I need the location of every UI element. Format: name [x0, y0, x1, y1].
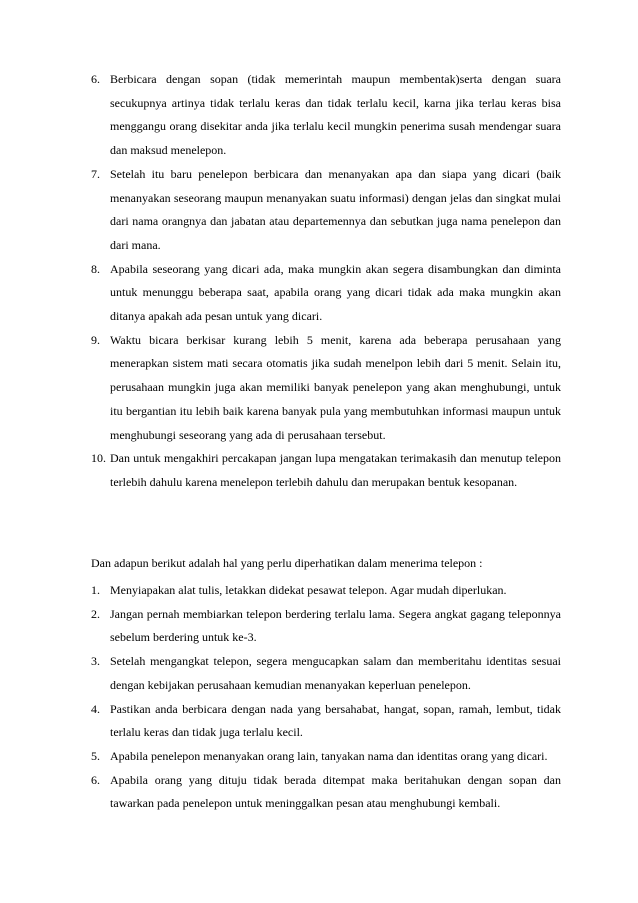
- item-number: 8.: [91, 261, 100, 276]
- list-item: [91, 698, 561, 745]
- item-text: Setelah itu baru penelepon berbicara dan menanyakan apa dan siapa yang dicari (baik menanyakan seseorang maupun menanyakan suatu informasi) dengan jelas dan singkat mulai dari nama orangnya dan jabatan atau departemennya dan sebutkan juga nama penelepon dan dari mana.: [110, 166, 561, 252]
- item-text: Pastikan anda berbicara dengan nada yang bersahabat, hangat, sopan, ramah, lembut, tidak terlalu keras dan tidak juga terlalu kecil.: [110, 701, 561, 740]
- list-item: [91, 447, 561, 494]
- item-number: 9.: [91, 332, 100, 347]
- item-number: 3.: [91, 654, 100, 669]
- list-item: [91, 769, 561, 816]
- item-number: 5.: [91, 748, 100, 763]
- list-item: [91, 163, 561, 258]
- item-text: Apabila orang yang dituju tidak berada ditempat maka beritahukan dengan sopan dan tawarkan pada penelepon untuk meninggalkan pesan atau menghubungi kembali.: [110, 772, 561, 811]
- list-item: [91, 258, 561, 329]
- item-number: 7.: [91, 166, 100, 181]
- item-text: Jangan pernah membiarkan telepon berdering terlalu lama. Segera angkat gagang teleponnya sebelum berdering untuk ke-3.: [110, 606, 561, 645]
- intro-paragraph: Dan adapun berikut adalah hal yang perlu diperhatikan dalam menerima telepon :: [91, 556, 483, 570]
- item-number: 4.: [91, 701, 100, 716]
- item-text: Waktu bicara berkisar kurang lebih 5 menit, karena ada beberapa perusahaan yang menerapkan sistem mati secara otomatis jika sudah menelpon lebih dari 5 menit. Selain itu, perusahaan mungkin juga akan memiliki banyak penelepon yang akan menghubungi, untuk itu bergantian itu lebih baik karena banyak pula yang membutuhkan informasi maupun untuk menghubungi seseorang yang ada di perusahaan tersebut.: [110, 332, 561, 442]
- item-text: Apabila seseorang yang dicari ada, maka mungkin akan segera disambungkan dan diminta untuk menunggu beberapa saat, apabila orang yang dicari tidak ada maka mungkin akan ditanya apakah ada pesan untuk yang dicari.: [110, 261, 561, 324]
- item-number: 6.: [91, 72, 100, 86]
- list-item: [91, 745, 561, 769]
- item-text: Menyiapakan alat tulis, letakkan didekat pesawat telepon. Agar mudah diperlukan.: [110, 583, 507, 597]
- item-number: 6.: [91, 772, 100, 787]
- list-item: [91, 650, 561, 697]
- item-text: Setelah mengangkat telepon, segera mengucapkan salam dan memberitahu identitas sesuai dengan kebijakan perusahaan kemudian menanyakan keperluan penelepon.: [110, 654, 561, 692]
- list-item: [91, 603, 561, 650]
- list-item: [91, 68, 561, 163]
- item-text: Dan untuk mengakhiri percakapan jangan lupa mengatakan terimakasih dan menutup telepon terlebih dahulu karena menelepon terlebih dahulu dan merupakan bentuk kesopanan.: [110, 451, 561, 489]
- item-number: 10.: [91, 451, 106, 466]
- telephone-etiquette-list: [91, 68, 561, 495]
- item-text: Apabila penelepon menanyakan orang lain, tanyakan nama dan identitas orang yang dicari.: [110, 748, 548, 763]
- item-text: Berbicara dengan sopan (tidak memerintah maupun membentak)serta dengan suara secukupnya artinya tidak terlalu keras dan tidak terlalu kecil, karna jika terlau keras bisa menggangu orang disekitar anda jika terlalu kecil mungkin penerima susah mendengar suara dan maksud menelepon.: [110, 72, 561, 158]
- item-number: 1.: [91, 583, 100, 597]
- receiving-call-list: [91, 579, 561, 816]
- list-item: [91, 329, 561, 448]
- list-item: [91, 579, 561, 603]
- item-number: 2.: [91, 606, 100, 621]
